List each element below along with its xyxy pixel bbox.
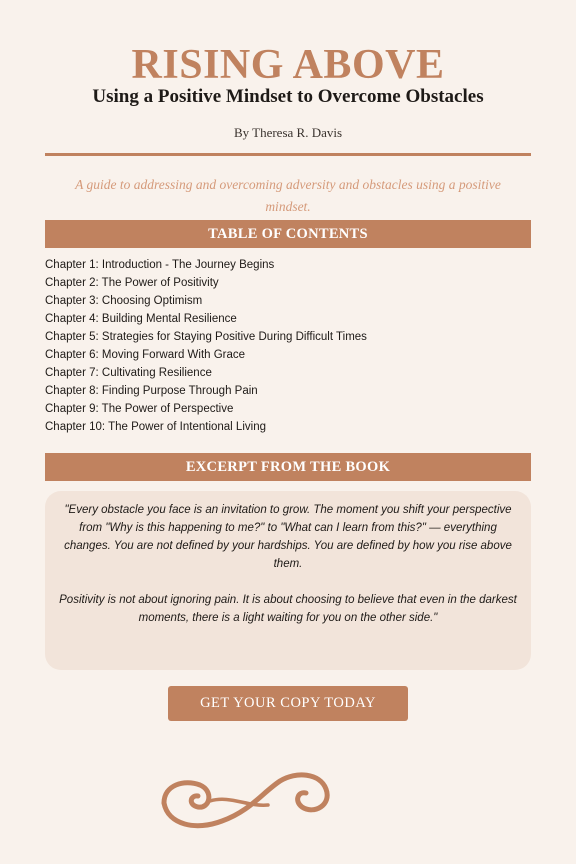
toc-item: Chapter 3: Choosing Optimism [45,295,203,307]
toc-item: Chapter 9: The Power of Perspective [45,403,234,415]
book-tagline: A guide to addressing and overcoming adversity and obstacles using a positive mindset. [75,177,501,214]
toc-item: Chapter 4: Building Mental Resilience [45,313,237,325]
toc-item: Chapter 10: The Power of Intentional Living [45,421,266,433]
excerpt-heading: EXCERPT FROM THE BOOK [45,453,531,481]
book-subtitle: Using a Positive Mindset to Overcome Obstacles [92,86,484,107]
toc-item: Chapter 2: The Power of Positivity [45,277,219,289]
toc-item: Chapter 8: Finding Purpose Through Pain [45,385,258,397]
toc-heading: TABLE OF CONTENTS [45,220,531,248]
flourish-icon [150,765,336,835]
toc-item: Chapter 7: Cultivating Resilience [45,367,212,379]
excerpt-paragraph: "Every obstacle you face is an invitation to grow. The moment you shift your perspective from "Why is this happening to me?" to "What can I learn from this?" — everything changes. You are not defined by your hardships. You are defined by how you rise above them. [64,504,512,570]
toc-item: Chapter 6: Moving Forward With Grace [45,349,246,361]
header-divider [45,153,531,156]
get-your-copy-button[interactable]: GET YOUR COPY TODAY [168,686,408,721]
toc-item: Chapter 5: Strategies for Staying Positive During Difficult Times [45,331,367,343]
excerpt-paragraph: Positivity is not about ignoring pain. It is about choosing to believe that even in the darkest moments, there is a light waiting for you on the other side." [59,594,517,624]
author-byline: By Theresa R. Davis [233,125,343,140]
excerpt-box [45,491,531,670]
toc-list [45,256,531,436]
toc-item: Chapter 1: Introduction - The Journey Begins [45,259,275,271]
book-title: RISING ABOVE [131,42,445,88]
